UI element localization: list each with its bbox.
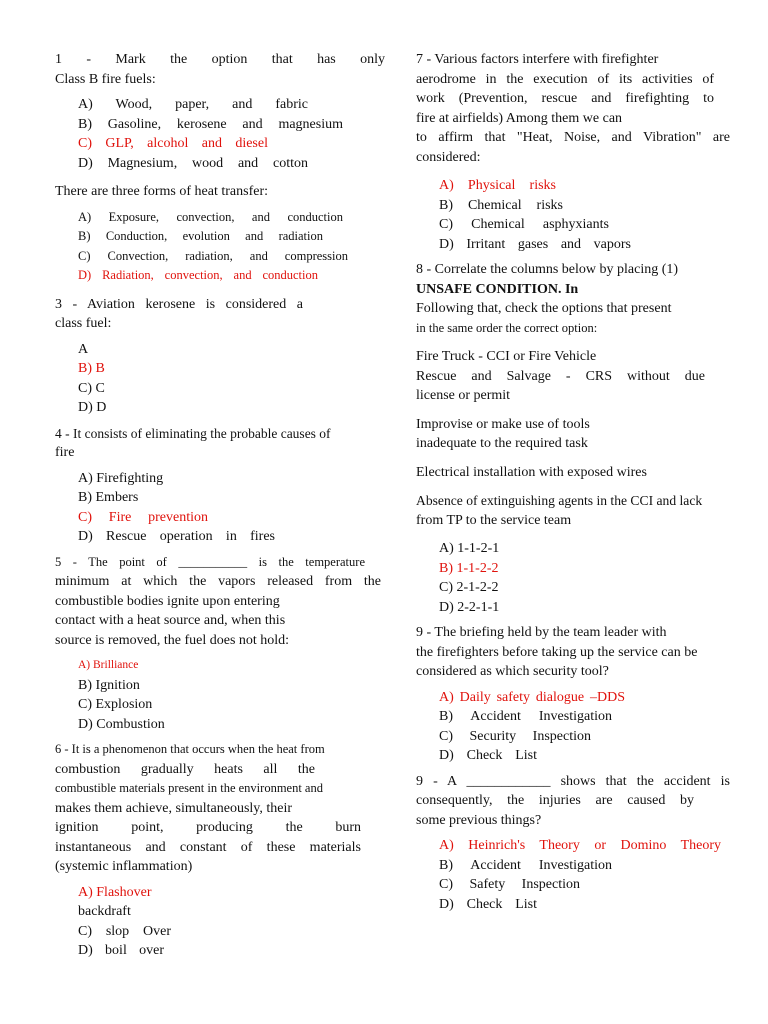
- answer-option: B) Embers: [78, 490, 139, 505]
- answer-option: D) Magnesium, wood and cotton: [78, 155, 308, 171]
- question-text: class fuel:: [55, 316, 112, 331]
- question-text: 9 - A ____________ shows that the accident is: [416, 773, 730, 789]
- item-text: Fire Truck - CCI or Fire Vehicle: [416, 349, 597, 364]
- answer-option: D) Rescue operation in fires: [78, 529, 275, 544]
- item-text: from TP to the service team: [416, 512, 572, 528]
- question-text: combustible bodies ignite upon entering: [55, 593, 280, 609]
- question-text: 9 - The briefing held by the team leader with: [416, 625, 667, 640]
- answer-option: B) Accident Investigation: [439, 709, 612, 724]
- answer-option: A) 1-1-2-1: [439, 541, 500, 556]
- item-text: inadequate to the required task: [416, 436, 588, 451]
- question-text: contact with a heat source and, when this: [55, 613, 286, 628]
- question-1: [55, 50, 385, 173]
- answer-option: backdraft: [78, 904, 131, 919]
- question-text: Following that, check the options that present: [416, 301, 672, 316]
- question-text: fire at airfields) Among them we can: [416, 110, 623, 126]
- answer-option: A) Firefighting: [78, 470, 164, 486]
- answer-option: A: [78, 341, 89, 357]
- answer-option: C) Convection, radiation, and compression: [78, 248, 348, 263]
- answer-option-correct: A) Brilliance: [78, 659, 139, 671]
- question-8: [416, 260, 736, 617]
- answer-option: D) 2-2-1-1: [439, 599, 500, 615]
- answer-option-correct: D) Radiation, convection, and conduction: [78, 268, 318, 282]
- question-text: consequently, the injuries are caused by: [416, 793, 694, 808]
- answer-option: D) Check List: [439, 748, 537, 763]
- question-text: the firefighters before taking up the service can be: [416, 644, 698, 660]
- question-text: ignition point, producing the burn: [55, 820, 361, 835]
- answer-option: D) Check List: [439, 896, 537, 912]
- question-9b: [416, 772, 736, 915]
- question-text: 4 - It consists of eliminating the probable causes of: [55, 425, 331, 441]
- answer-option: C) C: [78, 380, 105, 396]
- question-text: 5 - The point of ___________ is the temperature: [55, 554, 365, 569]
- question-4: [55, 424, 385, 547]
- item-text: Electrical installation with exposed wires: [416, 464, 647, 480]
- question-text: (systemic inflammation): [55, 859, 193, 874]
- question-text: combustible materials present in the environment and: [55, 781, 323, 795]
- correlation-item-4: [416, 491, 736, 530]
- question-text: some previous things?: [416, 812, 542, 828]
- item-text: Rescue and Salvage - CRS without due: [416, 368, 705, 384]
- item-text: license or permit: [416, 388, 511, 403]
- answer-option: D) Combustion: [78, 716, 165, 732]
- answer-option: D) Irritant gases and vapors: [439, 236, 631, 252]
- question-6: [55, 740, 385, 961]
- question-7: [416, 50, 736, 254]
- question-text: 1 - Mark the option that has only: [55, 52, 385, 67]
- question-text: instantaneous and constant of these materials: [55, 839, 361, 855]
- question-text: aerodrome in the execution of its activities of: [416, 71, 714, 87]
- correlation-item-1: [416, 347, 736, 406]
- question-text: considered:: [416, 149, 481, 165]
- answer-option-correct: A) Heinrich's Theory or Domino Theory: [439, 838, 721, 853]
- question-text: combustion gradually heats all the: [55, 761, 315, 777]
- question-text: fire: [55, 445, 75, 460]
- question-text: 8 - Correlate the columns below by placing (1): [416, 262, 679, 277]
- correlation-item-2: [416, 415, 736, 454]
- question-5: [55, 553, 385, 735]
- question-text: Class B fire fuels:: [55, 71, 156, 87]
- question-text: There are three forms of heat transfer:: [55, 184, 268, 199]
- answer-option-correct: A) Daily safety dialogue –DDS: [439, 689, 625, 705]
- question-text: in the same order the correct option:: [416, 320, 598, 335]
- answer-option-correct: A) Physical risks: [439, 178, 556, 193]
- answer-option: C) Security Inspection: [439, 728, 591, 744]
- answer-option-correct: B) B: [78, 361, 105, 376]
- answer-option-correct: B) 1-1-2-2: [439, 560, 499, 576]
- answer-option: D) boil over: [78, 943, 164, 958]
- question-3: [55, 295, 385, 418]
- left-column: [55, 50, 385, 961]
- question-text: considered as which security tool?: [416, 664, 609, 679]
- question-text: 7 - Various factors interfere with firefighter: [416, 52, 659, 67]
- answer-option: D) D: [78, 400, 107, 415]
- answer-option: C) Safety Inspection: [439, 877, 580, 892]
- question-text: to affirm that "Heat, Noise, and Vibration" are: [416, 130, 730, 145]
- item-text: Absence of extinguishing agents in the CCI and lack: [416, 493, 703, 508]
- item-text: Improvise or make use of tools: [416, 416, 590, 432]
- answer-option-correct: C) Fire prevention: [78, 509, 208, 525]
- answer-option-correct: A) Flashover: [78, 884, 152, 900]
- answer-option: C) slop Over: [78, 923, 171, 939]
- answer-option: B) Chemical risks: [439, 197, 563, 213]
- answer-option: B) Gasoline, kerosene and magnesium: [78, 116, 343, 132]
- question-2: [55, 182, 385, 286]
- question-text: 6 - It is a phenomenon that occurs when the heat from: [55, 742, 325, 756]
- answer-option: C) Explosion: [78, 697, 153, 712]
- question-text: makes them achieve, simultaneously, their: [55, 800, 293, 816]
- question-text: minimum at which the vapors released from the: [55, 574, 381, 589]
- answer-option: A) Exposure, convection, and conduction: [78, 209, 343, 224]
- question-text: source is removed, the fuel does not hold:: [55, 632, 290, 648]
- answer-option: C) Chemical asphyxiants: [439, 217, 609, 232]
- question-text-bold: UNSAFE CONDITION. In: [416, 281, 579, 297]
- answer-option-correct: C) GLP, alcohol and diesel: [78, 136, 268, 151]
- answer-option: B) Conduction, evolution and radiation: [78, 229, 323, 243]
- answer-option: B) Accident Investigation: [439, 857, 612, 873]
- question-text: 3 - Aviation kerosene is considered a: [55, 296, 303, 312]
- question-text: work (Prevention, rescue and firefighting to: [416, 91, 714, 106]
- correlation-item-3: [416, 463, 736, 483]
- question-9a: [416, 623, 736, 766]
- answer-option: C) 2-1-2-2: [439, 580, 499, 595]
- answer-option: A) Wood, paper, and fabric: [78, 97, 308, 112]
- right-column: [416, 50, 736, 914]
- answer-option: B) Ignition: [78, 677, 140, 693]
